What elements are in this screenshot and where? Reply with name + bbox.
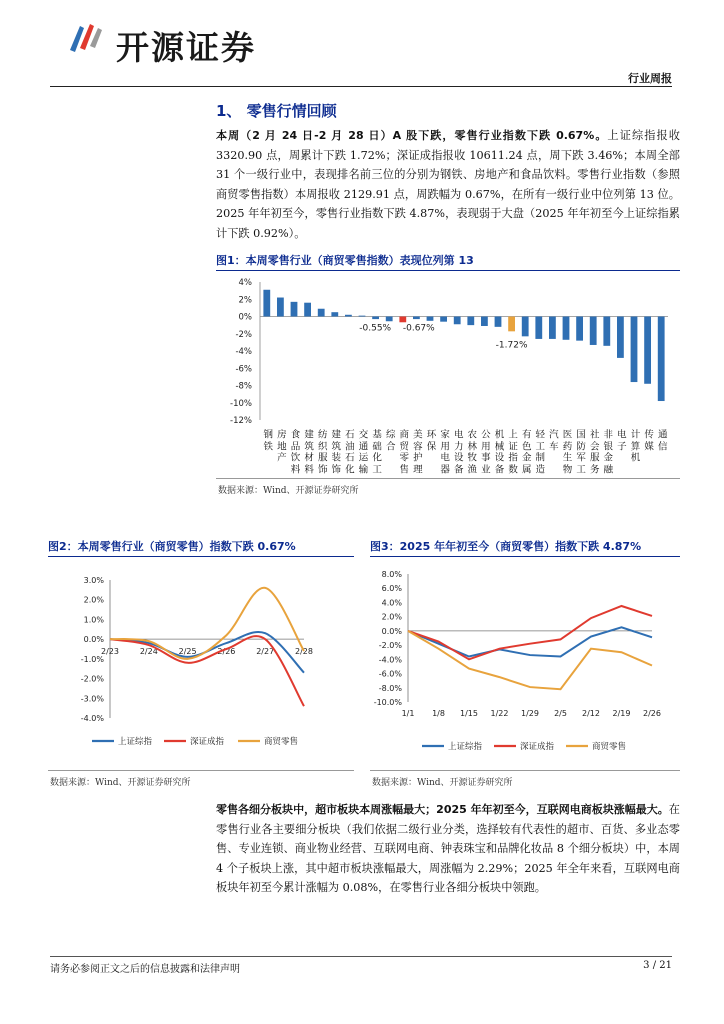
category-char: 牧 bbox=[465, 452, 477, 462]
bar-非银金融 bbox=[603, 317, 610, 346]
bar-电力设备 bbox=[454, 317, 461, 325]
category-char: 械 bbox=[492, 440, 504, 451]
category-char: 属 bbox=[519, 463, 531, 474]
category-char: 汽 bbox=[546, 429, 558, 439]
bar-社会服务 bbox=[590, 317, 597, 345]
category-char: 织 bbox=[315, 440, 327, 451]
category-char: 电 bbox=[451, 429, 463, 439]
y-tick-label: -12% bbox=[230, 416, 252, 426]
x-tick-label: 1/15 bbox=[460, 709, 478, 718]
legend-label: 上证综指 bbox=[448, 742, 483, 752]
x-category-label bbox=[261, 429, 273, 452]
category-char: 机 bbox=[492, 429, 504, 439]
x-category-label bbox=[316, 429, 328, 475]
bar-公用事业 bbox=[481, 317, 488, 326]
x-tick-label: 2/5 bbox=[554, 709, 567, 718]
bar-商贸零售 bbox=[399, 317, 406, 323]
y-tick-label: 3.0% bbox=[83, 576, 104, 585]
x-category-label bbox=[533, 429, 545, 475]
category-char: 上 bbox=[506, 429, 518, 439]
category-char: 服 bbox=[587, 452, 599, 462]
category-char: 基 bbox=[370, 429, 382, 439]
category-char: 钢 bbox=[261, 429, 273, 439]
category-char: 子 bbox=[614, 440, 626, 451]
bar-电子 bbox=[617, 317, 624, 358]
category-char: 化 bbox=[342, 463, 354, 474]
y-tick-label: -2.0% bbox=[378, 641, 402, 651]
figure-1-rule bbox=[216, 270, 680, 271]
category-char: 机 bbox=[628, 452, 640, 462]
category-char: 银 bbox=[601, 440, 613, 451]
x-category-label bbox=[465, 429, 477, 475]
category-char: 制 bbox=[533, 452, 545, 462]
category-char: 售 bbox=[397, 463, 409, 474]
category-char: 工 bbox=[370, 463, 382, 474]
bar-传媒 bbox=[644, 317, 651, 384]
category-char: 服 bbox=[315, 452, 327, 462]
section-title: 1、 零售行情回顾 bbox=[216, 102, 337, 120]
category-char: 会 bbox=[587, 440, 599, 451]
category-char: 计 bbox=[628, 429, 640, 439]
bar-计算机 bbox=[631, 317, 638, 383]
y-tick-label: -8.0% bbox=[378, 683, 402, 693]
category-char: 医 bbox=[560, 429, 572, 439]
category-char: 金 bbox=[601, 452, 613, 462]
paragraph-lead: 本周（2 月 24 日-2 月 28 日）A 股下跌，零售行业指数下跌 0.67%。 bbox=[216, 129, 608, 142]
x-category-label bbox=[629, 429, 641, 462]
x-category-label bbox=[574, 429, 586, 473]
legend-label: 深证成指 bbox=[190, 737, 225, 747]
category-char: 生 bbox=[560, 452, 572, 462]
category-char: 食 bbox=[288, 429, 300, 439]
category-char: 贸 bbox=[397, 440, 409, 451]
category-char: 础 bbox=[370, 440, 382, 451]
x-category-label bbox=[329, 429, 341, 475]
x-category-label bbox=[275, 429, 287, 463]
header-divider bbox=[50, 86, 672, 87]
paragraph-body: 在零售行业各主要细分板块（我们依据二级行业分类，选择较有代表性的超市、百货、多业态零售、专业连锁、商业物业经营、互联网电商、钟表珠宝和品牌化妆品 8 个细分板块）中，本周 4 个子板块上涨，其中超市板块涨幅最大，周涨幅为 2.29%；2025 年全年来看，互联网电商板块年初至今累计涨幅为 0.08%，在零售行业各细分板块中领跑。 bbox=[216, 803, 680, 894]
x-category-label bbox=[656, 429, 668, 451]
x-category-label bbox=[384, 429, 396, 452]
category-char: 农 bbox=[465, 429, 477, 439]
category-char: 建 bbox=[302, 429, 314, 439]
x-category-label bbox=[547, 429, 559, 452]
category-char: 有 bbox=[519, 429, 531, 439]
page-number: 3 / 21 bbox=[643, 960, 672, 971]
category-char: 材 bbox=[302, 452, 314, 462]
category-char: 药 bbox=[560, 440, 572, 451]
x-tick-label: 2/24 bbox=[139, 647, 158, 656]
bar-建筑材料 bbox=[304, 303, 311, 317]
category-char: 保 bbox=[424, 440, 436, 451]
x-category-label bbox=[397, 429, 409, 475]
x-tick-label: 2/25 bbox=[178, 647, 197, 656]
x-category-label bbox=[370, 429, 382, 474]
y-tick-label: 0.0% bbox=[83, 635, 104, 645]
legend-label: 上证综指 bbox=[118, 737, 153, 747]
category-char: 社 bbox=[587, 429, 599, 439]
category-char: 国 bbox=[574, 429, 586, 439]
category-char: 筑 bbox=[302, 440, 314, 451]
figure-2-title: 图2：本周零售行业（商贸零售）指数下跌 0.67% bbox=[48, 540, 296, 553]
figure-3-source: 数据来源：Wind、开源证券研究所 bbox=[372, 778, 513, 788]
y-tick-label: 2.0% bbox=[83, 595, 104, 605]
figure-2-source-rule bbox=[48, 770, 354, 771]
x-tick-label: 2/26 bbox=[217, 647, 236, 656]
bar-上证指数 bbox=[508, 317, 515, 332]
y-tick-label: 1.0% bbox=[83, 615, 104, 625]
series-line-商贸零售 bbox=[408, 631, 652, 689]
figure-1-title: 图1：本周零售行业（商贸零售指数）表现位列第 13 bbox=[216, 254, 474, 267]
category-char: 饮 bbox=[288, 452, 300, 462]
category-char: 交 bbox=[356, 429, 368, 439]
kaiyuan-logo-icon bbox=[66, 20, 106, 58]
category-char: 护 bbox=[410, 452, 422, 462]
category-char: 装 bbox=[329, 452, 341, 462]
category-char: 环 bbox=[424, 429, 436, 439]
category-char: 化 bbox=[370, 452, 382, 462]
x-tick-label: 1/1 bbox=[401, 709, 415, 718]
bar-房地产 bbox=[277, 298, 284, 317]
legend-label: 商贸零售 bbox=[592, 742, 627, 752]
y-tick-label: 4.0% bbox=[381, 598, 402, 608]
category-char: 商 bbox=[397, 429, 409, 439]
category-char: 电 bbox=[614, 429, 626, 439]
y-tick-label: 6.0% bbox=[381, 584, 402, 594]
x-tick-label: 1/22 bbox=[490, 709, 509, 718]
bar-钢铁 bbox=[263, 290, 270, 317]
bar-综合 bbox=[386, 317, 393, 322]
y-tick-label: 8.0% bbox=[381, 570, 402, 579]
bar-环保 bbox=[427, 317, 434, 321]
x-category-label bbox=[642, 429, 654, 452]
category-char: 渔 bbox=[465, 463, 477, 474]
x-category-label bbox=[506, 429, 518, 475]
category-char: 车 bbox=[546, 440, 558, 451]
category-char: 品 bbox=[288, 440, 300, 451]
category-char: 料 bbox=[302, 463, 314, 474]
bar-美容护理 bbox=[413, 317, 420, 320]
category-char: 备 bbox=[451, 463, 463, 474]
bar-医药生物 bbox=[563, 317, 570, 340]
category-char: 电 bbox=[438, 452, 450, 462]
bar-农林牧渔 bbox=[467, 317, 474, 326]
category-char: 用 bbox=[478, 440, 490, 451]
category-char: 饰 bbox=[329, 463, 341, 474]
x-category-label bbox=[411, 429, 423, 474]
y-tick-label: -8% bbox=[235, 381, 252, 392]
y-tick-label: -6% bbox=[235, 364, 252, 375]
figure-3-rule bbox=[370, 556, 680, 557]
x-tick-label: 2/26 bbox=[643, 709, 661, 718]
legend-label: 商贸零售 bbox=[264, 737, 299, 747]
category-char: 工 bbox=[574, 463, 586, 474]
paragraph-market-review bbox=[216, 126, 680, 243]
category-char: 饰 bbox=[315, 463, 327, 474]
category-char: 合 bbox=[383, 440, 395, 451]
footer-divider bbox=[50, 956, 672, 957]
category-char: 地 bbox=[274, 440, 286, 451]
y-tick-label: -2% bbox=[235, 329, 252, 340]
y-tick-label: -4% bbox=[235, 347, 252, 357]
category-char: 铁 bbox=[261, 440, 273, 451]
category-char: 媒 bbox=[642, 440, 654, 451]
figure-3-line-chart bbox=[370, 558, 680, 758]
x-category-label bbox=[601, 429, 613, 475]
x-tick-label: 2/12 bbox=[582, 709, 600, 718]
x-category-label bbox=[452, 429, 464, 475]
bar-机械设备 bbox=[495, 317, 502, 327]
category-char: 指 bbox=[506, 452, 518, 462]
category-char: 通 bbox=[356, 440, 368, 451]
category-char: 金 bbox=[519, 452, 531, 462]
category-char: 力 bbox=[451, 440, 463, 451]
category-char: 料 bbox=[288, 463, 300, 474]
x-category-label bbox=[343, 429, 355, 473]
category-char: 业 bbox=[478, 463, 490, 474]
category-char: 纺 bbox=[315, 429, 327, 439]
y-tick-label: -4.0% bbox=[80, 714, 104, 723]
category-char: 数 bbox=[506, 463, 518, 474]
bar-食品饮料 bbox=[291, 302, 298, 317]
y-tick-label: 0.0% bbox=[381, 626, 402, 636]
x-category-label bbox=[615, 429, 627, 451]
figure-1-source-rule bbox=[216, 478, 680, 479]
category-char: 家 bbox=[438, 429, 450, 439]
paragraph-lead: 零售各细分板块中，超市板块本周涨幅最大；2025 年年初至今，互联网电商板块涨幅最大。 bbox=[216, 803, 669, 816]
x-category-label bbox=[357, 429, 369, 475]
figure-2-line-chart bbox=[48, 558, 354, 758]
category-char: 军 bbox=[574, 452, 586, 462]
category-char: 造 bbox=[533, 463, 545, 474]
legend-label: 深证成指 bbox=[520, 742, 555, 752]
x-category-label bbox=[561, 429, 573, 474]
bar-通信 bbox=[658, 317, 665, 402]
category-char: 设 bbox=[451, 452, 463, 462]
category-char: 建 bbox=[329, 429, 341, 439]
x-category-label bbox=[289, 429, 301, 475]
paragraph-body: 上证综指报收 3320.90 点，周累计下跌 1.72%；深证成指报收 10611.24 点，周下跌 3.46%；本周全部 31 个一级行业中，表现排名前三位的分别为钢铁、房地产和食品饮料。零售行业指数（参照商贸零售指数）本周报收 2129.91 点，周跌幅为 0.67%，在所有一级行业中位列第 13 位。2025 年年初至今，零售行业指数下跌 4.87%，表现弱于大盘（2025 年年初至今上证综指累计下跌 0.92%）。 bbox=[216, 129, 680, 240]
bar-交通运输 bbox=[359, 316, 366, 317]
data-label-zonghe: -0.55% bbox=[359, 323, 392, 334]
category-char: 筑 bbox=[329, 440, 341, 451]
y-tick-label: 4% bbox=[238, 278, 252, 288]
category-char: 事 bbox=[478, 452, 490, 462]
y-tick-label: 0% bbox=[238, 312, 252, 323]
y-tick-label: 2% bbox=[238, 295, 252, 306]
category-char: 石 bbox=[342, 429, 354, 439]
bar-汽车 bbox=[549, 317, 556, 339]
x-tick-label: 2/19 bbox=[612, 709, 631, 718]
category-char: 油 bbox=[342, 440, 354, 451]
figure-1-bar-chart bbox=[216, 272, 680, 478]
paragraph-subsector-review bbox=[216, 800, 680, 898]
bar-轻工制造 bbox=[535, 317, 542, 339]
category-char: 通 bbox=[655, 429, 667, 439]
x-tick-label: 2/28 bbox=[295, 647, 313, 656]
x-category-label bbox=[588, 429, 600, 475]
category-char: 综 bbox=[383, 429, 395, 439]
bar-建筑装饰 bbox=[331, 312, 338, 316]
category-char: 务 bbox=[587, 463, 599, 474]
y-tick-label: -4.0% bbox=[378, 655, 402, 665]
category-char: 公 bbox=[478, 429, 490, 439]
category-char: 容 bbox=[410, 440, 422, 451]
category-char: 理 bbox=[410, 463, 422, 474]
category-char: 美 bbox=[410, 429, 422, 439]
x-tick-label: 1/29 bbox=[521, 709, 539, 718]
category-char: 房 bbox=[274, 429, 286, 439]
y-tick-label: -10.0% bbox=[373, 698, 402, 707]
footer-disclaimer: 请务必参阅正文之后的信息披露和法律声明 bbox=[50, 964, 240, 975]
brand-name: 开源证券 bbox=[116, 28, 256, 67]
x-tick-label: 2/27 bbox=[256, 647, 275, 656]
figure-3-title: 图3：2025 年年初至今（商贸零售）指数下跌 4.87% bbox=[370, 540, 642, 553]
category-char: 器 bbox=[438, 463, 450, 474]
category-char: 传 bbox=[642, 429, 654, 439]
x-category-label bbox=[493, 429, 505, 475]
category-char: 产 bbox=[274, 452, 286, 462]
x-tick-label: 2/23 bbox=[101, 647, 119, 656]
data-label-retail: -0.67% bbox=[402, 323, 435, 334]
x-tick-label: 1/8 bbox=[432, 709, 445, 718]
category-char: 防 bbox=[574, 440, 586, 451]
figure-2-rule bbox=[48, 556, 354, 557]
category-char: 工 bbox=[533, 440, 545, 451]
bar-石油石化 bbox=[345, 315, 352, 317]
category-char: 设 bbox=[492, 452, 504, 462]
bar-纺织服饰 bbox=[318, 309, 325, 317]
x-category-label bbox=[425, 429, 437, 451]
bar-国防军工 bbox=[576, 317, 583, 341]
data-label-shanghai: -1.72% bbox=[495, 340, 528, 351]
category-char: 石 bbox=[342, 452, 354, 462]
bar-有色金属 bbox=[522, 317, 529, 337]
y-tick-label: -6.0% bbox=[378, 669, 402, 679]
y-tick-label: -3.0% bbox=[80, 694, 104, 704]
x-category-label bbox=[479, 429, 491, 473]
category-char: 非 bbox=[601, 429, 613, 439]
category-char: 信 bbox=[655, 440, 667, 451]
x-category-label bbox=[438, 429, 450, 475]
y-tick-label: -2.0% bbox=[80, 674, 104, 684]
figure-1-source: 数据来源：Wind、开源证券研究所 bbox=[218, 486, 359, 496]
category-char: 林 bbox=[465, 440, 477, 451]
category-char: 轻 bbox=[533, 429, 545, 439]
bar-基础化工 bbox=[372, 317, 379, 320]
category-char: 运 bbox=[356, 452, 368, 462]
figure-2-source: 数据来源：Wind、开源证券研究所 bbox=[50, 778, 191, 788]
x-category-label bbox=[302, 429, 314, 475]
category-char: 色 bbox=[519, 440, 531, 451]
y-tick-label: -10% bbox=[230, 398, 252, 409]
figure-3-source-rule bbox=[370, 770, 680, 771]
y-tick-label: -1.0% bbox=[80, 654, 104, 664]
x-category-label bbox=[520, 429, 532, 474]
category-char: 用 bbox=[438, 440, 450, 451]
bar-家用电器 bbox=[440, 317, 447, 322]
category-char: 输 bbox=[356, 463, 368, 474]
category-char: 算 bbox=[628, 440, 640, 451]
category-char: 备 bbox=[492, 463, 504, 474]
report-type-tag: 行业周报 bbox=[628, 72, 672, 85]
category-char: 证 bbox=[506, 440, 518, 451]
category-char: 零 bbox=[397, 452, 409, 462]
y-tick-label: 2.0% bbox=[381, 612, 402, 622]
category-char: 物 bbox=[560, 463, 572, 474]
category-char: 融 bbox=[601, 463, 613, 474]
